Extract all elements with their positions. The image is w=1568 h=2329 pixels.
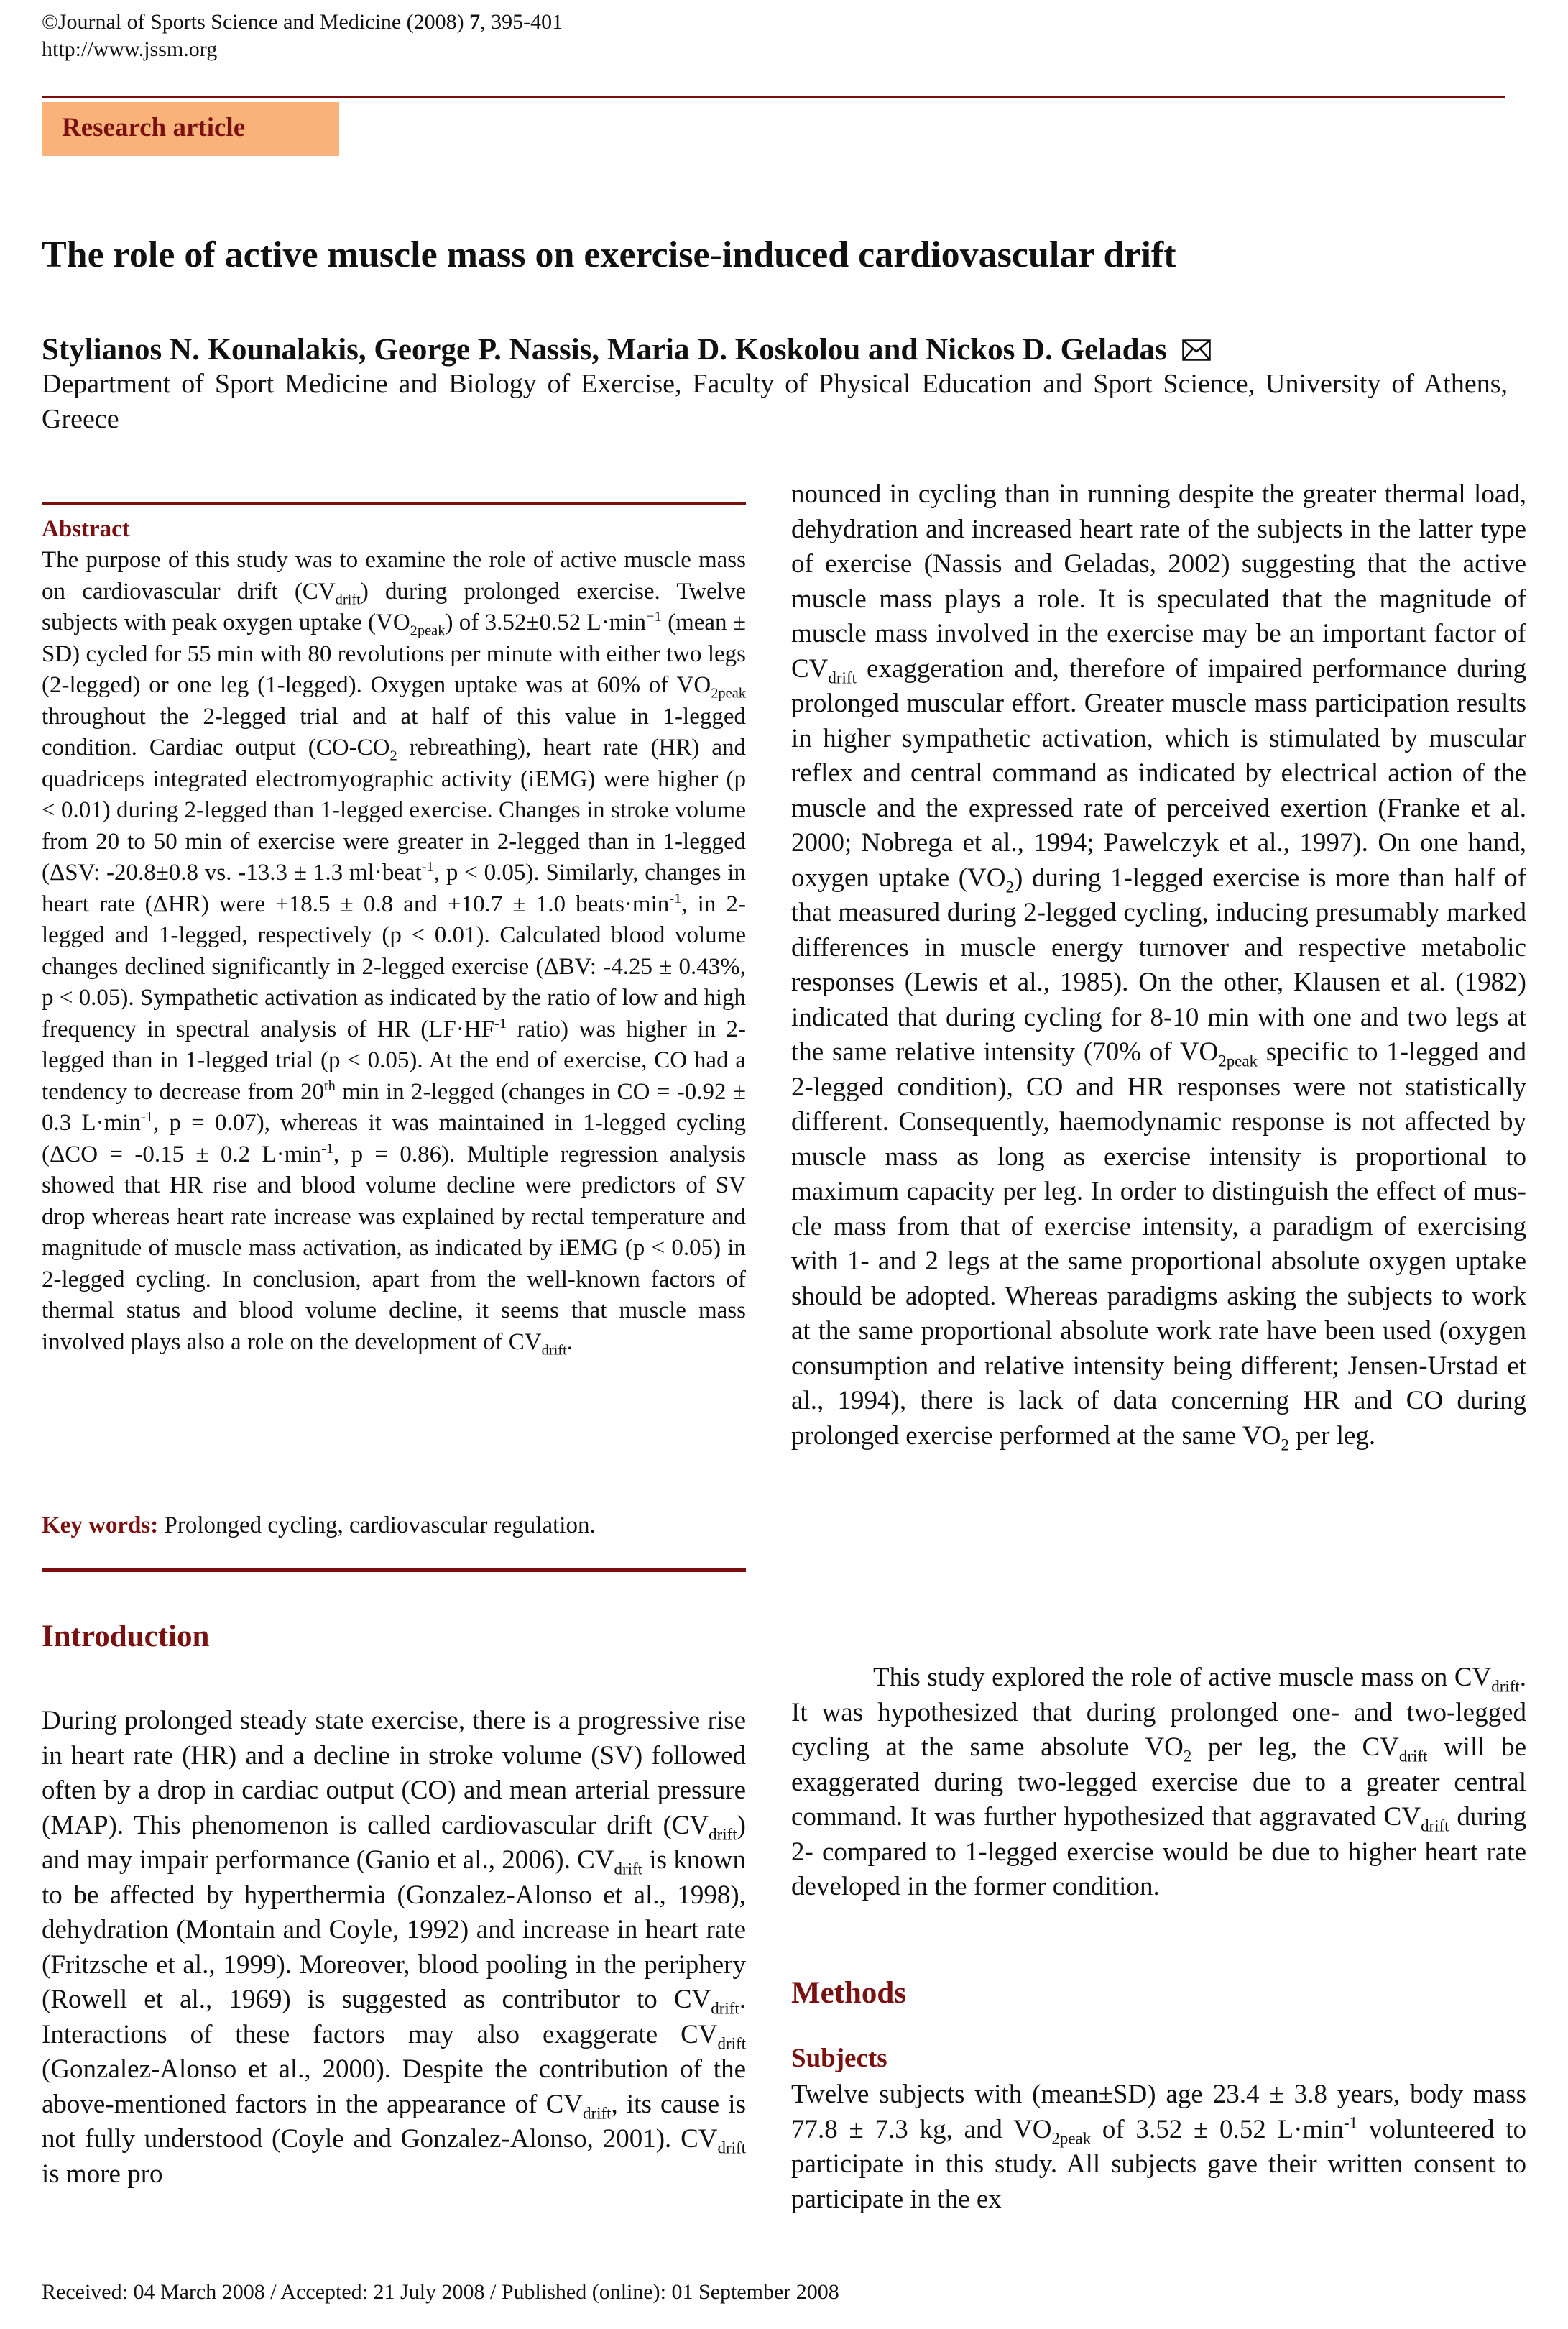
introduction-heading: Introduction: [42, 1620, 210, 1653]
introduction-continued: nounced in cycling than in running despite the greater thermal load, dehydration and increased heart rate of the subjects in the latter type of exercise (Nassis and Geladas, 2002) suggesting that the active muscle mass plays a role. It is speculated that the magnitude of muscle mass involved in the exercise may be an important factor of $CV_{drift}$ exaggeration and, therefore of impaired performance during prolonged muscular effort. Greater muscle mass participation results in higher sympathetic activation, which is stimulated by muscular reflex and central command as indicated by electrical action of the muscle and the expressed rate of perceived exertion (Franke et al. 2000; Nobrega et al., 1994; Pawelczyk et al., 1997). On one hand, oxygen uptake $(VO_2)$ during 1-legged exercise is more than half of that measured during 2-legged cycling, inducing presumably marked differences in muscle energy turnover and respective metabolic responses (Lewis et al., 1985). On the other, Klausen et al. (1982) indicated that during cycling for 8-10 min with one and two legs at the same relative intensity (70% of $VO_{2peak}$ specific to 1-legged and 2-legged condition), CO and HR responses were not statistically different. Consequently, haemodynamic response is not affected by muscle mass as long as exercise intensity is proportional to maximum capacity per leg. In order to distinguish the effect of muscle mass from that of exercise intensity, a paradigm of exercising with 1- and 2 legs at the same proportional absolute oxygen uptake should be adopted. Whereas paradigms asking the subjects to work at the same proportional absolute work rate have been used (oxygen consumption and relative intensity being different; Jensen-Urstad et al., 1994), there is lack of data concerning HR and CO during prolonged exercise performed at the same $VO_2$ per leg.: [791, 479, 1527, 1453]
affiliation: Department of Sport Medicine and Biology of Exercise, Faculty of Physical Education and Sport Science, University of Athens, Greece: [42, 369, 1508, 434]
keywords: [42, 1512, 596, 1539]
introduction-body: During prolonged steady state exercise, there is a progressive rise in heart rate (HR) and a decline in stroke volume (SV) followed often by a drop in cardiac output (CO) and mean arterial pressure (MAP). This phenomenon is called cardiovascular drift $(CV_{drift})$ and may impair performance (Ganio et al., 2006). $CV_{drift}$ is known to be affected by hyperthermia (Gonzalez-Alonso et al., 1998), dehydration (Montain and Coyle, 1992) and increase in heart rate (Fritzsche et al., 1999). Moreover, blood pooling in the periphery (Rowell et al., 1969) is suggested as contributor to $CV_{drift}$. Interactions of these factors may also exaggerate $CV_{drift}$ (Gonzalez-Alonso et al., 2000). Despite the contribution of the above-mentioned factors in the appearance of $CV_{drift}$, its cause is not fully understood (Coyle and Gonzalez-Alonso, 2001). $CV_{drift}$ is more pro: [42, 1706, 746, 2189]
header-rule: [42, 96, 1505, 98]
authors: Stylianos N. Kounalakis, George P. Nassis, Maria D. Koskolou and Nickos D. Geladas: [42, 333, 1167, 367]
journal-citation: ©Journal of Sports Science and Medicine (2008) 7, 395-401: [42, 10, 563, 34]
abstract-heading: Abstract: [42, 516, 130, 542]
keywords-label: Key words:: [42, 1512, 159, 1538]
journal-header: [42, 9, 563, 63]
article-type-badge: [42, 102, 339, 156]
abstract-bottom-rule: [42, 1568, 746, 1572]
abstract-top-rule: [42, 502, 746, 505]
paper-title: The role of active muscle mass on exercise-induced cardiovascular drift: [42, 234, 1176, 275]
journal-url[interactable]: http://www.jssm.org: [42, 37, 218, 61]
subjects-heading: Subjects: [791, 2044, 887, 2073]
study-aim-paragraph: This study explored the role of active muscle mass on $CV_{drift}$. It was hypothesized that during prolonged one- and two-legged cycling at the same absolute $VO_2$ per leg, the $CV_{drift}$ will be exaggerated during two-legged exercise due to a greater central command. It was further hypothesized that aggravated $CV_{drift}$ during 2- compared to 1-legged exercise would be due to higher heart rate developed in the former condition.: [791, 1663, 1527, 1901]
abstract-body: The purpose of this study was to examine the role of active muscle mass on cardiovascular drift $(CV_{drift})$ during prolonged exercise. Twelve subjects with peak oxygen uptake $(VO_{2peak})$ of 3.52±0.52 $L\cdot\min^{-1}$ (mean ± SD) cycled for 55 min with 80 revolutions per minute with either two legs (2-legged) or one leg (1-legged). Oxygen uptake was at 60% of $VO_{2peak}$ throughout the 2-legged trial and at half of this value in 1-legged condition. Cardiac output ($CO-CO_2$ rebreathing), heart rate (HR) and quadriceps integrated electromyographic activity (iEMG) were higher (p < 0.01) during 2-legged than 1-legged exercise. Changes in stroke volume from 20 to 50 min of exercise were greater in 2-legged than in 1-legged (ΔSV: -20.8±0.8 vs. -13.3 ± 1.3 ml·beat$^{-1}$, p < 0.05). Similarly, changes in heart rate (ΔHR) were +18.5 ± 0.8 and +10.7 ± 1.0 $beats\cdot\min^{-1}$, in 2-legged and 1-legged, respectively (p < 0.01). Calculated blood volume changes declined significantly in 2-legged exercise (ΔBV: -4.25 ± 0.43%, p < 0.05). Sympathetic activation as indicated by the ratio of low and high frequency in spectral analysis of HR ($LF\cdot HF^{-1}$ ratio) was higher in 2-legged than in 1-legged trial (p < 0.05). At the end of exercise, CO had a tendency to decrease from 20th min in 2-legged (changes in CO = -0.92 ± 0.3 $L\cdot\min^{-1}$, p = 0.07), whereas it was maintained in 1-legged cycling (ΔCO = -0.15 ± 0.2 $L\cdot\min^{-1}$, p = 0.86). Multiple regression analysis showed that HR rise and blood volume decline were predictors of SV drop whereas heart rate increase was explained by rectal temperature and magnitude of muscle mass activation, as indicated by iEMG (p < 0.05) in 2-legged cycling. In conclusion, apart from the well-known factors of thermal status and blood volume decline, it seems that muscle mass involved plays also a role on the development of $CV_{drift}$.: [42, 547, 747, 1359]
envelope-icon[interactable]: [1182, 339, 1211, 361]
article-type-label: Research article: [62, 113, 246, 142]
methods-heading: Methods: [791, 1976, 907, 2010]
keywords-text: Prolonged cycling, cardiovascular regulation.: [158, 1512, 596, 1538]
publication-dates: Received: 04 March 2008 / Accepted: 21 July 2008 / Published (online): 01 September 2008: [42, 2280, 839, 2304]
authors-line: [42, 332, 1211, 367]
subjects-body: Twelve subjects with (mean±SD) age 23.4 ± 3.8 years, body mass 77.8 ± 7.3 kg, and $VO_{2peak}$ of 3.52 ± 0.52 $L\cdot\min^{-1}$ volunteered to participate in this study. All subjects gave their written consent to participate in the ex: [791, 2080, 1526, 2214]
